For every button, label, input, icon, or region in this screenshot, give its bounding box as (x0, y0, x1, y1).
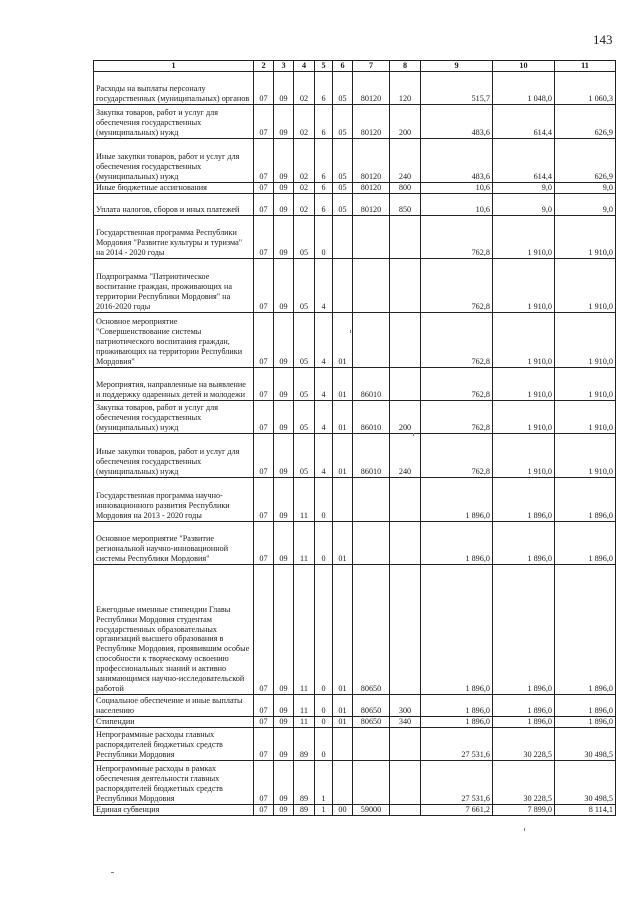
amount-cell: 1 910,0 (493, 400, 555, 433)
code-cell: 4 (315, 258, 333, 312)
amount-cell: 1 910,0 (493, 258, 555, 312)
table-row (94, 716, 616, 727)
code-cell: 1 (315, 804, 333, 815)
amount-cell: 626,9 (555, 138, 616, 182)
column-header: 4 (294, 61, 315, 72)
code-cell: 02 (294, 104, 315, 138)
code-cell: 01 (333, 367, 353, 400)
amount-cell: 9,0 (555, 193, 616, 215)
code-cell (390, 521, 421, 564)
code-cell (333, 760, 353, 804)
code-cell: 01 (333, 312, 353, 367)
row-name: Подпрограмма "Патриотическое воспитание граждан, проживающих на территории Республики Мордовия" на 2016-2020 годы (94, 258, 254, 312)
amount-cell: 1 896,0 (555, 521, 616, 564)
code-cell (390, 367, 421, 400)
code-cell: 89 (294, 804, 315, 815)
code-cell: 07 (254, 193, 274, 215)
code-cell: 01 (333, 694, 353, 716)
row-name: Закупка товаров, работ и услуг для обеспечения государственных (муниципальных) нужд (94, 400, 254, 433)
amount-cell: 1 048,0 (493, 71, 555, 104)
amount-cell: 30 228,5 (493, 727, 555, 760)
code-cell: 11 (294, 694, 315, 716)
table-row (94, 694, 616, 716)
amount-cell: 1 910,0 (493, 215, 555, 258)
row-name: Расходы на выплаты персоналу государственных (муниципальных) органов (94, 71, 254, 104)
code-cell: 07 (254, 367, 274, 400)
code-cell: 09 (274, 760, 294, 804)
code-cell: 240 (390, 138, 421, 182)
code-cell: 02 (294, 182, 315, 193)
code-cell: 59000 (353, 804, 390, 815)
code-cell: 07 (254, 716, 274, 727)
amount-cell: 1 910,0 (555, 215, 616, 258)
code-cell: 01 (333, 400, 353, 433)
table-row (94, 182, 616, 193)
amount-cell: 7 899,0 (493, 804, 555, 815)
row-name: Уплата налогов, сборов и иных платежей (94, 193, 254, 215)
amount-cell: 762,8 (421, 433, 493, 477)
code-cell (390, 215, 421, 258)
amount-cell: 9,0 (555, 182, 616, 193)
code-cell: 80120 (353, 104, 390, 138)
amount-cell: 1 910,0 (555, 258, 616, 312)
column-header: 9 (421, 61, 493, 72)
code-cell (390, 727, 421, 760)
amount-cell: 1 896,0 (421, 694, 493, 716)
table-row (94, 215, 616, 258)
code-cell: 11 (294, 716, 315, 727)
code-cell: 89 (294, 727, 315, 760)
amount-cell: 1 060,3 (555, 71, 616, 104)
code-cell: 11 (294, 564, 315, 694)
code-cell: 05 (294, 215, 315, 258)
code-cell: 09 (274, 367, 294, 400)
row-name: Мероприятия, направленные на выявление и поддержку одаренных детей и молодежи (94, 367, 254, 400)
column-header: 2 (254, 61, 274, 72)
header-row (94, 61, 616, 72)
code-cell: 86010 (353, 400, 390, 433)
amount-cell: 1 910,0 (493, 367, 555, 400)
table-row (94, 477, 616, 521)
code-cell: 05 (294, 433, 315, 477)
code-cell: 6 (315, 193, 333, 215)
code-cell: 0 (315, 477, 333, 521)
code-cell (353, 727, 390, 760)
row-name: Иные закупки товаров, работ и услуг для обеспечения государственных (муниципальных) нужд (94, 138, 254, 182)
code-cell (390, 804, 421, 815)
code-cell: 80120 (353, 71, 390, 104)
code-cell: 05 (333, 182, 353, 193)
code-cell: 07 (254, 400, 274, 433)
row-name: Непрограммные расходы главных распорядителей бюджетных средств Республики Мордовия (94, 727, 254, 760)
code-cell: 1 (315, 760, 333, 804)
code-cell: 0 (315, 716, 333, 727)
code-cell: 0 (315, 727, 333, 760)
amount-cell: 1 896,0 (421, 477, 493, 521)
amount-cell: 762,8 (421, 400, 493, 433)
row-name: Основное мероприятие "Развитие региональной научно-инновационной системы Республики Мордовия" (94, 521, 254, 564)
code-cell: 09 (274, 433, 294, 477)
row-name: Ежегодные именные стипендии Главы Республики Мордовия студентам государственных образовательных организаций высшего образования в Республике Мордовия, проявившим особые способности к творческому освоению профессиональных знаний и активно занимающимся научно-исследовательской работой (94, 564, 254, 694)
amount-cell: 483,6 (421, 138, 493, 182)
table-row (94, 400, 616, 433)
column-header: 3 (274, 61, 294, 72)
code-cell: 09 (274, 400, 294, 433)
code-cell: 4 (315, 400, 333, 433)
amount-cell: 762,8 (421, 258, 493, 312)
code-cell (333, 727, 353, 760)
code-cell: 86010 (353, 433, 390, 477)
code-cell: 6 (315, 182, 333, 193)
column-header: 6 (333, 61, 353, 72)
code-cell (390, 760, 421, 804)
code-cell: 07 (254, 138, 274, 182)
code-cell: 05 (294, 312, 315, 367)
code-cell: 07 (254, 104, 274, 138)
code-cell: 80650 (353, 716, 390, 727)
code-cell: 09 (274, 564, 294, 694)
code-cell: 0 (315, 694, 333, 716)
code-cell (390, 258, 421, 312)
column-header: 7 (353, 61, 390, 72)
code-cell: 09 (274, 477, 294, 521)
column-header: 5 (315, 61, 333, 72)
code-cell: 05 (333, 138, 353, 182)
code-cell: 05 (333, 193, 353, 215)
amount-cell: 1 896,0 (555, 564, 616, 694)
amount-cell: 1 910,0 (555, 400, 616, 433)
code-cell: 05 (294, 258, 315, 312)
code-cell: 300 (390, 694, 421, 716)
code-cell: 01 (333, 564, 353, 694)
amount-cell: 8 114,1 (555, 804, 616, 815)
code-cell: 07 (254, 433, 274, 477)
code-cell: 07 (254, 694, 274, 716)
code-cell: 11 (294, 521, 315, 564)
amount-cell: 10,6 (421, 182, 493, 193)
code-cell (333, 258, 353, 312)
amount-cell: 30 498,5 (555, 760, 616, 804)
code-cell: 07 (254, 182, 274, 193)
amount-cell: 1 896,0 (493, 521, 555, 564)
amount-cell: 1 910,0 (555, 367, 616, 400)
code-cell (353, 521, 390, 564)
row-name: Стипендии (94, 716, 254, 727)
table-row (94, 760, 616, 804)
code-cell: 09 (274, 193, 294, 215)
amount-cell: 9,0 (493, 193, 555, 215)
code-cell: 07 (254, 312, 274, 367)
amount-cell: 483,6 (421, 104, 493, 138)
code-cell: 05 (333, 104, 353, 138)
amount-cell: 7 661,2 (421, 804, 493, 815)
table-row (94, 138, 616, 182)
amount-cell: 762,8 (421, 215, 493, 258)
amount-cell: 27 531,6 (421, 760, 493, 804)
code-cell (353, 760, 390, 804)
amount-cell: 30 228,5 (493, 760, 555, 804)
code-cell (333, 477, 353, 521)
code-cell: 120 (390, 71, 421, 104)
code-cell: 80120 (353, 182, 390, 193)
code-cell: 200 (390, 104, 421, 138)
code-cell: 89 (294, 760, 315, 804)
code-cell: 07 (254, 521, 274, 564)
code-cell: 09 (274, 182, 294, 193)
code-cell (353, 215, 390, 258)
page-number: 143 (593, 32, 613, 47)
code-cell: 02 (294, 71, 315, 104)
amount-cell: 1 896,0 (421, 564, 493, 694)
row-name: Социальное обеспечение и иные выплаты населению (94, 694, 254, 716)
table-row (94, 71, 616, 104)
scan-speck (350, 330, 351, 333)
column-header: 1 (94, 61, 254, 72)
scan-speck (524, 828, 525, 831)
column-header: 8 (390, 61, 421, 72)
code-cell: 09 (274, 521, 294, 564)
amount-cell: 1 896,0 (493, 564, 555, 694)
code-cell: 09 (274, 104, 294, 138)
code-cell: 4 (315, 433, 333, 477)
code-cell: 02 (294, 193, 315, 215)
amount-cell: 1 896,0 (555, 716, 616, 727)
code-cell (390, 564, 421, 694)
table-row (94, 367, 616, 400)
code-cell: 05 (294, 367, 315, 400)
amount-cell: 626,9 (555, 104, 616, 138)
column-header: 10 (493, 61, 555, 72)
table-row (94, 104, 616, 138)
table-row (94, 193, 616, 215)
code-cell: 6 (315, 138, 333, 182)
amount-cell: 614,4 (493, 138, 555, 182)
amount-cell: 9,0 (493, 182, 555, 193)
table-row (94, 521, 616, 564)
code-cell: 09 (274, 694, 294, 716)
code-cell: 07 (254, 727, 274, 760)
code-cell: 850 (390, 193, 421, 215)
code-cell: 05 (294, 400, 315, 433)
scan-speck (413, 433, 414, 436)
code-cell: 4 (315, 367, 333, 400)
amount-cell: 1 896,0 (555, 694, 616, 716)
amount-cell: 1 910,0 (493, 433, 555, 477)
code-cell: 05 (333, 71, 353, 104)
code-cell: 07 (254, 477, 274, 521)
code-cell: 09 (274, 71, 294, 104)
code-cell: 0 (315, 215, 333, 258)
amount-cell: 1 896,0 (555, 477, 616, 521)
row-name: Непрограммные расходы в рамках обеспечения деятельности главных распорядителей бюджетных средств Республики Мордовия (94, 760, 254, 804)
table-row (94, 258, 616, 312)
row-name: Государственная программа научно-инновационного развития Республики Мордовия на 2013 - 2020 годы (94, 477, 254, 521)
code-cell: 09 (274, 138, 294, 182)
row-name: Государственная программа Республики Мордовия "Развитие культуры и туризма" на 2014 - 2020 годы (94, 215, 254, 258)
code-cell: 09 (274, 727, 294, 760)
scan-speck (111, 872, 114, 873)
row-name: Основное мероприятие "Совершенствование системы патриотического воспитания граждан, проживающих на территории Республики Мордовия" (94, 312, 254, 367)
row-name: Иные закупки товаров, работ и услуг для обеспечения государственных (муниципальных) нужд (94, 433, 254, 477)
code-cell: 01 (333, 521, 353, 564)
code-cell: 07 (254, 760, 274, 804)
code-cell (353, 258, 390, 312)
table-body (94, 71, 616, 815)
code-cell: 240 (390, 433, 421, 477)
code-cell: 07 (254, 258, 274, 312)
budget-table (93, 60, 616, 816)
code-cell: 80120 (353, 138, 390, 182)
code-cell: 09 (274, 258, 294, 312)
code-cell: 09 (274, 312, 294, 367)
column-header: 11 (555, 61, 616, 72)
amount-cell: 1 896,0 (493, 716, 555, 727)
row-name: Иные бюджетные ассигнования (94, 182, 254, 193)
code-cell: 01 (333, 716, 353, 727)
code-cell: 80650 (353, 564, 390, 694)
code-cell: 6 (315, 104, 333, 138)
code-cell (333, 215, 353, 258)
code-cell (353, 312, 390, 367)
amount-cell: 1 896,0 (421, 716, 493, 727)
code-cell: 800 (390, 182, 421, 193)
amount-cell: 515,7 (421, 71, 493, 104)
code-cell: 340 (390, 716, 421, 727)
code-cell: 07 (254, 215, 274, 258)
code-cell: 80650 (353, 694, 390, 716)
code-cell: 80120 (353, 193, 390, 215)
amount-cell: 762,8 (421, 367, 493, 400)
table-row (94, 727, 616, 760)
amount-cell: 27 531,6 (421, 727, 493, 760)
table-row (94, 804, 616, 815)
code-cell (353, 477, 390, 521)
code-cell: 11 (294, 477, 315, 521)
code-cell: 02 (294, 138, 315, 182)
code-cell: 6 (315, 71, 333, 104)
table-row (94, 564, 616, 694)
amount-cell: 30 498,5 (555, 727, 616, 760)
amount-cell: 614,4 (493, 104, 555, 138)
code-cell: 07 (254, 804, 274, 815)
amount-cell: 1 910,0 (555, 312, 616, 367)
code-cell: 01 (333, 433, 353, 477)
code-cell: 09 (274, 804, 294, 815)
code-cell: 07 (254, 564, 274, 694)
table-row (94, 433, 616, 477)
code-cell (390, 477, 421, 521)
code-cell: 86010 (353, 367, 390, 400)
amount-cell: 1 910,0 (555, 433, 616, 477)
code-cell: 00 (333, 804, 353, 815)
code-cell: 4 (315, 312, 333, 367)
code-cell: 0 (315, 521, 333, 564)
row-name: Закупка товаров, работ и услуг для обеспечения государственных (муниципальных) нужд (94, 104, 254, 138)
amount-cell: 10,6 (421, 193, 493, 215)
code-cell: 0 (315, 564, 333, 694)
table-row (94, 312, 616, 367)
code-cell: 09 (274, 716, 294, 727)
amount-cell: 1 896,0 (493, 694, 555, 716)
amount-cell: 1 896,0 (421, 521, 493, 564)
code-cell: 200 (390, 400, 421, 433)
amount-cell: 1 910,0 (493, 312, 555, 367)
code-cell (390, 312, 421, 367)
code-cell: 07 (254, 71, 274, 104)
amount-cell: 762,8 (421, 312, 493, 367)
row-name: Единая субвенция (94, 804, 254, 815)
amount-cell: 1 896,0 (493, 477, 555, 521)
code-cell: 09 (274, 215, 294, 258)
